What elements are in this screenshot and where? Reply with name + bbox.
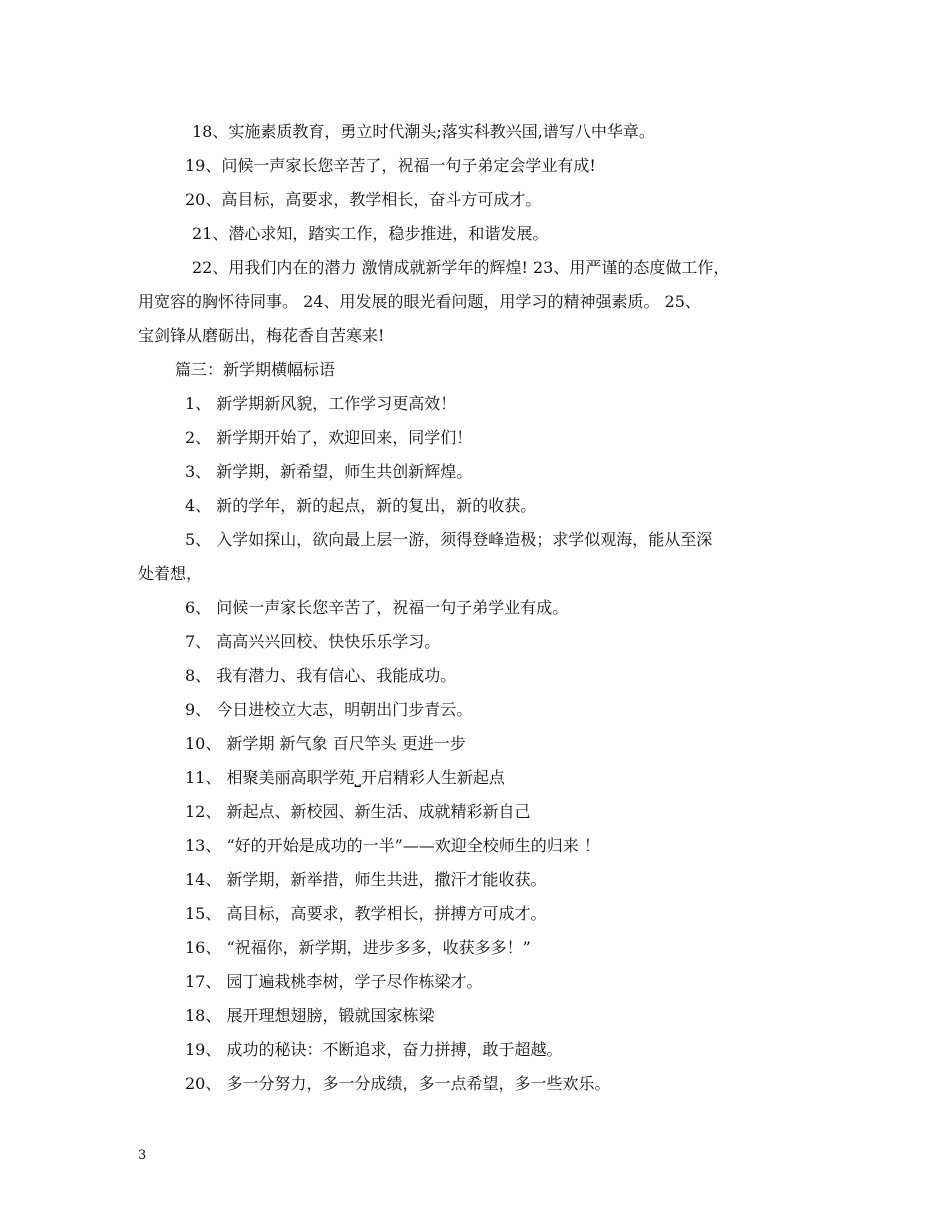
text-line-2: 19、问候一声家长您辛苦了，祝福一句子弟定会学业有成! xyxy=(185,156,596,175)
list-item: 17、 园丁遍栽桃李树，学子尽作栋梁才。 xyxy=(185,972,483,991)
list-item-continuation: 处着想， xyxy=(138,564,203,583)
list-item: 16、 “祝福你，新学期，进步多多，收获多多！” xyxy=(185,938,531,957)
text-line-4: 21、潜心求知，踏实工作，稳步推进，和谐发展。 xyxy=(192,224,549,243)
list-item: 2、 新学期开始了，欢迎回来，同学们！ xyxy=(185,428,473,447)
list-item: 14、 新学期，新举措，师生共进，撒汗才能收获。 xyxy=(185,870,547,889)
list-item: 13、 “好的开始是成功的一半”——欢迎全校师生的归来 ！ xyxy=(185,836,600,855)
list-item: 4、 新的学年，新的起点，新的复出，新的收获。 xyxy=(185,496,537,515)
page-number: 3 xyxy=(138,1148,147,1163)
section-heading: 篇三：新学期横幅标语 xyxy=(175,360,336,379)
text-line-5: 22、用我们内在的潜力 激情成就新学年的辉煌! 23、用严谨的态度做工作， xyxy=(192,258,730,277)
list-item: 1、 新学期新风貌，工作学习更高效！ xyxy=(185,394,457,413)
list-item: 11、 相聚美丽高职学苑⎵开启精彩人生新起点 xyxy=(185,768,505,787)
list-item: 12、 新起点、新校园、新生活、成就精彩新自己 xyxy=(185,802,531,821)
list-item: 18、 展开理想翅膀，锻就国家栋梁 xyxy=(185,1006,435,1025)
list-item: 6、 问候一声家长您辛苦了，祝福一句子弟学业有成。 xyxy=(185,598,569,617)
list-item: 8、 我有潜力、我有信心、我能成功。 xyxy=(185,666,457,685)
list-item: 3、 新学期，新希望，师生共创新辉煌。 xyxy=(185,462,473,481)
list-item: 10、 新学期 新气象 百尺竿头 更进一步 xyxy=(185,734,466,753)
list-item: 19、 成功的秘诀：不断追求，奋力拼搏，敢于超越。 xyxy=(185,1040,563,1059)
list-item: 15、 高目标，高要求，教学相长，拼搏方可成才。 xyxy=(185,904,547,923)
text-line-3: 20、高目标，高要求，教学相长，奋斗方可成才。 xyxy=(185,190,542,209)
list-item: 9、 今日进校立大志，明朝出门步青云。 xyxy=(185,700,473,719)
list-item: 7、 高高兴兴回校、快快乐乐学习。 xyxy=(185,632,441,651)
text-line-7: 宝剑锋从磨砺出，梅花香自苦寒来! xyxy=(138,326,385,345)
list-item: 20、 多一分努力，多一分成绩，多一点希望，多一些欢乐。 xyxy=(185,1074,611,1093)
text-line-1: 18、实施素质教育，勇立时代潮头;落实科教兴国,谱写八中华章。 xyxy=(192,122,655,141)
list-item: 5、 入学如探山，欲向最上层一游，须得登峰造极；求学似观海，能从至深 xyxy=(185,530,713,549)
text-line-6: 用宽容的胸怀待同事。 24、用发展的眼光看问题，用学习的精神强素质。 25、 xyxy=(138,292,701,311)
